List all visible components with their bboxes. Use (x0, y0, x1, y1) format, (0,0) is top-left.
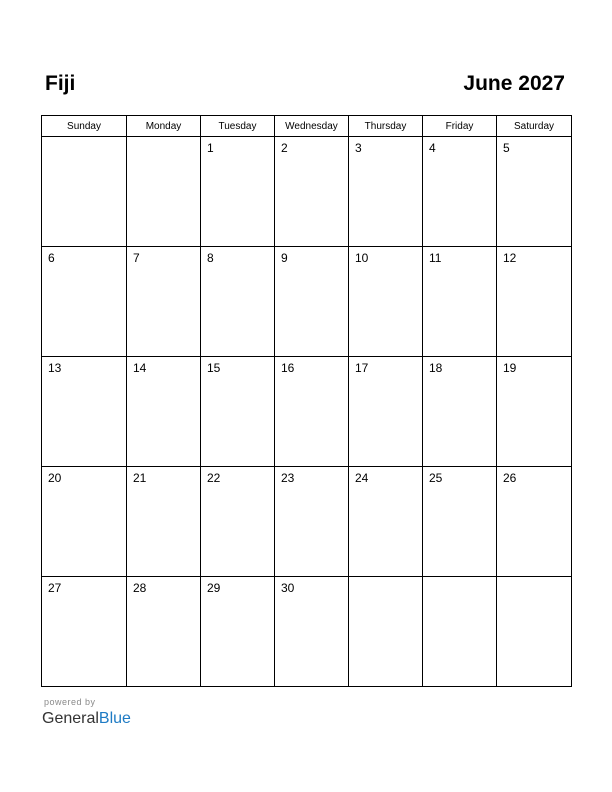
weekday-header: Wednesday (275, 116, 349, 137)
day-number: 12 (503, 251, 517, 265)
weekday-header: Tuesday (201, 116, 275, 137)
day-cell (423, 357, 497, 467)
day-number: 8 (207, 251, 214, 265)
country-title: Fiji (45, 72, 76, 95)
day-number: 23 (281, 471, 295, 485)
day-number: 20 (48, 471, 62, 485)
day-number: 6 (48, 251, 55, 265)
day-cell (42, 577, 127, 687)
day-number: 30 (281, 581, 295, 595)
day-cell (275, 247, 349, 357)
day-number: 2 (281, 141, 288, 155)
day-number (497, 577, 571, 581)
weekday-header-row (42, 116, 572, 137)
day-number: 22 (207, 471, 221, 485)
day-cell (275, 577, 349, 687)
day-cell (201, 357, 275, 467)
day-cell (497, 247, 572, 357)
day-number: 15 (207, 361, 221, 375)
day-cell (42, 137, 127, 247)
powered-by-label: powered by (44, 697, 96, 707)
weekday-header: Thursday (349, 116, 423, 137)
day-number: 25 (429, 471, 443, 485)
week-row (42, 247, 572, 357)
day-cell (127, 577, 201, 687)
day-number (349, 577, 422, 581)
day-number: 9 (281, 251, 288, 265)
calendar-grid (41, 115, 572, 687)
logo-text-blue: Blue (98, 710, 131, 727)
day-number (127, 137, 200, 141)
day-number: 5 (503, 141, 510, 155)
day-number: 27 (48, 581, 62, 595)
day-cell (423, 137, 497, 247)
weekday-header: Saturday (497, 116, 572, 137)
weekday-header: Monday (127, 116, 201, 137)
day-number: 26 (503, 471, 517, 485)
day-number: 14 (133, 361, 147, 375)
day-number: 13 (48, 361, 62, 375)
week-row (42, 137, 572, 247)
logo-text-general: General (42, 710, 99, 727)
weekday-header: Friday (423, 116, 497, 137)
day-cell (42, 467, 127, 577)
day-number: 19 (503, 361, 517, 375)
day-cell (201, 247, 275, 357)
day-number: 11 (429, 251, 442, 265)
day-number: 24 (355, 471, 369, 485)
day-cell (497, 137, 572, 247)
day-cell (497, 577, 572, 687)
day-cell (349, 247, 423, 357)
day-number: 29 (207, 581, 221, 595)
day-number (423, 577, 496, 581)
day-number: 21 (133, 471, 147, 485)
day-number: 1 (207, 141, 214, 155)
day-cell (127, 247, 201, 357)
day-cell (497, 467, 572, 577)
day-cell (127, 467, 201, 577)
generalblue-logo[interactable] (42, 709, 131, 729)
day-number: 16 (281, 361, 295, 375)
month-year-title: June 2027 (463, 72, 565, 95)
day-cell (423, 247, 497, 357)
day-number: 3 (355, 141, 362, 155)
day-cell (127, 357, 201, 467)
day-number: 7 (133, 251, 140, 265)
day-cell (201, 137, 275, 247)
day-cell (349, 467, 423, 577)
weekday-header: Sunday (42, 116, 127, 137)
generalblue-branding[interactable] (42, 697, 131, 729)
day-cell (127, 137, 201, 247)
day-cell (42, 357, 127, 467)
day-cell (497, 357, 572, 467)
week-row (42, 467, 572, 577)
day-number: 10 (355, 251, 369, 265)
day-cell (349, 137, 423, 247)
week-row (42, 577, 572, 687)
day-cell (201, 577, 275, 687)
day-cell (349, 577, 423, 687)
week-row (42, 357, 572, 467)
day-cell (349, 357, 423, 467)
day-cell (275, 467, 349, 577)
day-number: 18 (429, 361, 443, 375)
day-cell (275, 357, 349, 467)
day-number: 17 (355, 361, 369, 375)
day-cell (201, 467, 275, 577)
day-number: 4 (429, 141, 436, 155)
day-number (42, 137, 126, 141)
day-cell (423, 467, 497, 577)
day-cell (275, 137, 349, 247)
day-number: 28 (133, 581, 147, 595)
day-cell (423, 577, 497, 687)
day-cell (42, 247, 127, 357)
